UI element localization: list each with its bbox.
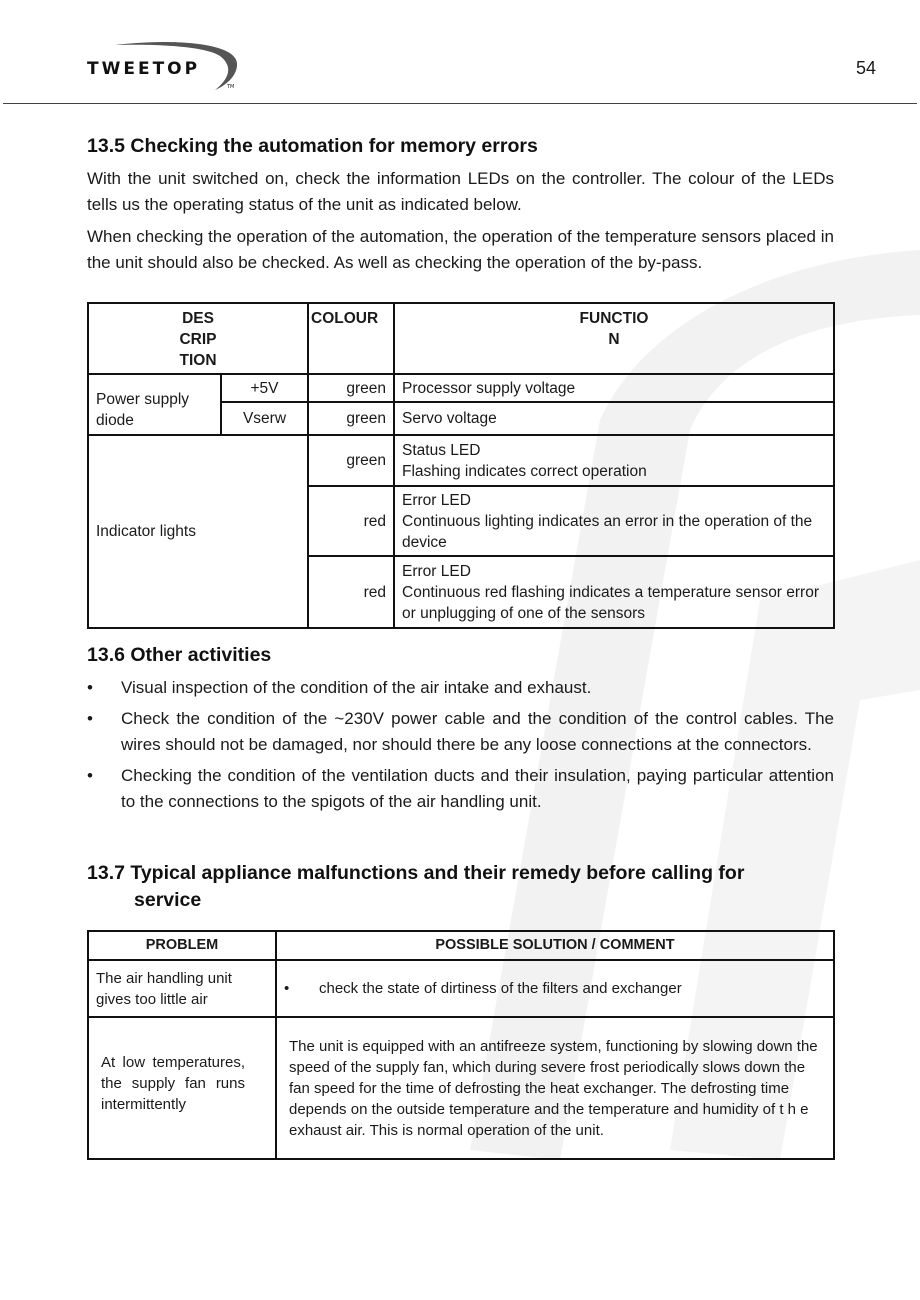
function-title: Error LED	[402, 491, 471, 509]
header-colour-text: COLOUR	[311, 310, 379, 327]
led-colour: green	[308, 402, 394, 435]
header-colour	[308, 303, 394, 374]
bullet-icon: •	[87, 678, 93, 697]
led-colour: green	[308, 374, 394, 402]
table-row	[88, 1017, 834, 1159]
function-text	[394, 556, 834, 628]
sub-label: +5V	[221, 374, 308, 402]
list-item	[87, 763, 834, 815]
indicator-lights-label: Indicator lights	[88, 435, 308, 628]
list-item-text: Checking the condition of the ventilation ducts and their insulation, paying particular attention to the connections to the spigots of the air handling unit.	[121, 766, 834, 811]
led-colour: green	[308, 435, 394, 486]
table-row	[88, 960, 834, 1017]
problem-text: The air handling unit gives too little air	[88, 960, 276, 1017]
bullet-icon: •	[87, 766, 93, 785]
section-heading-13-6: 13.6 Other activities	[87, 644, 272, 666]
list-item-text: Visual inspection of the condition of the air intake and exhaust.	[121, 678, 592, 697]
brand-logo	[85, 38, 245, 93]
header-solution: POSSIBLE SOLUTION / COMMENT	[276, 931, 834, 960]
power-supply-label: Power supply diode	[88, 374, 221, 435]
function-text	[394, 435, 834, 486]
header-function	[394, 303, 834, 374]
header-problem: PROBLEM	[88, 931, 276, 960]
section-heading-13-7: 13.7 Typical appliance malfunctions and their remedy before calling for	[87, 862, 745, 884]
table-row	[88, 374, 834, 402]
table-row	[88, 435, 834, 486]
header-description	[88, 303, 308, 374]
function-text: Processor supply voltage	[394, 374, 834, 402]
logo-tm: TM	[227, 84, 235, 90]
function-text	[394, 486, 834, 556]
bullet-icon: •	[87, 709, 93, 728]
led-colour: red	[308, 556, 394, 628]
function-title: Status LED	[402, 441, 481, 459]
other-activities-list	[87, 675, 834, 820]
function-desc: Continuous red flashing indicates a temperature sensor error or unplugging of one of the sensors	[402, 583, 820, 622]
function-text: Servo voltage	[394, 402, 834, 435]
header-divider	[3, 103, 917, 104]
section-heading-13-5: 13.5 Checking the automation for memory errors	[87, 135, 538, 157]
list-item	[87, 675, 834, 701]
list-item	[87, 706, 834, 758]
paragraph-automation: When checking the operation of the automation, the operation of the temperature sensors placed in the unit should also be checked. As well as checking the operation of the by-pass.	[87, 227, 834, 272]
solution-cell	[276, 960, 834, 1017]
paragraph-leds: With the unit switched on, check the information LEDs on the controller. The colour of the LEDs tells us the operating status of the unit as indicated below.	[87, 169, 834, 214]
led-status-table	[87, 302, 835, 629]
section-heading-13-7-cont: service	[134, 889, 202, 911]
list-item-text: Check the condition of the ~230V power cable and the condition of the control cables. The wires should not be damaged, nor should there be any loose connections at the connectors.	[121, 709, 834, 754]
problem-text: At low temperatures, the supply fan runs intermittently	[88, 1017, 276, 1159]
function-desc: Flashing indicates correct operation	[402, 462, 647, 480]
header-description-text: DES CRIP TION	[179, 310, 217, 369]
logo-text: TWEETOP	[87, 59, 201, 79]
header-function-text: FUNCTIO N	[579, 310, 649, 348]
led-colour: red	[308, 486, 394, 556]
function-title: Error LED	[402, 562, 471, 580]
bullet-icon: •	[284, 980, 290, 997]
solution-text: check the state of dirtiness of the filters and exchanger	[319, 980, 682, 997]
solution-text: The unit is equipped with an antifreeze system, functioning by slowing down the speed of the supply fan, which during severe frost periodically slows down the fan speed for the time of defrosting the heat exchanger. The defrosting time depends on the outside temperature and the temperature and humidity of t h e exhaust air. This is normal operation of the unit.	[276, 1017, 834, 1159]
page-number: 54	[856, 58, 877, 78]
malfunctions-table	[87, 930, 835, 1160]
sub-label: Vserw	[221, 402, 308, 435]
function-desc: Continuous lighting indicates an error in the operation of the device	[402, 512, 813, 551]
